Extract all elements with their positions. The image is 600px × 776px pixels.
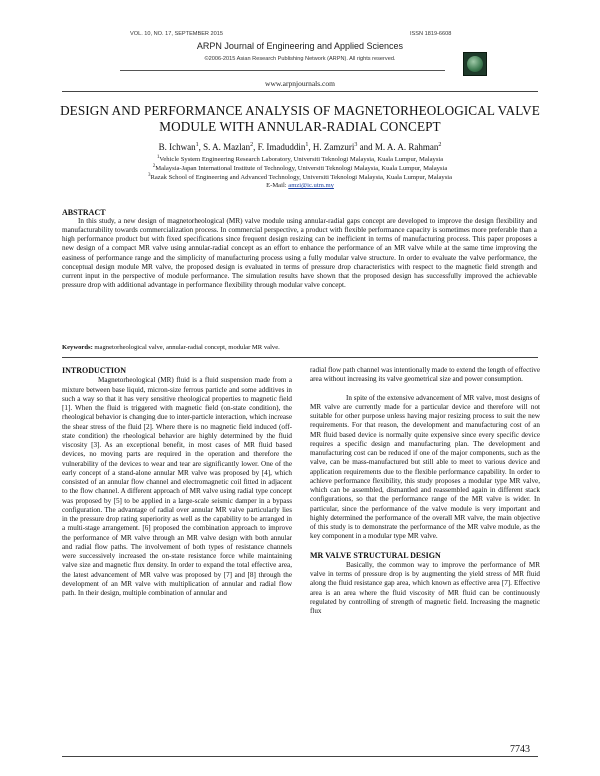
affiliation-1 (0, 155, 600, 163)
arpn-globe-logo-icon (463, 52, 487, 76)
author-affiliation-mark: 1 (195, 142, 199, 148)
author-affiliation-mark: 1 (305, 142, 309, 148)
email-link[interactable]: amzi@ic.utm.my (288, 182, 334, 189)
author-name: M. A. A. Rahman (374, 142, 439, 152)
author-name: B. Ichwan (158, 142, 196, 152)
email-label: E-Mail: (266, 182, 289, 189)
page-number: 7743 (510, 744, 530, 755)
affiliation-text: Vehicle System Engineering Research Laboratory, Universiti Teknologi Malaysia, Kuala Lumpur, Malaysia (159, 156, 444, 164)
affiliation-mark: 3 (147, 173, 151, 178)
author-separator: , (198, 142, 204, 152)
author-name: H. Zamzuri (312, 142, 355, 152)
keywords-text: magnetorheological valve, annular-radial concept, modular MR valve. (92, 344, 280, 351)
author-separator: , (253, 142, 258, 152)
email-line (0, 182, 600, 189)
left-column (62, 366, 292, 598)
url-rule (62, 91, 538, 92)
paragraph: Basically, the common way to improve the performance of MR valve in terms of pressure drop is by augmenting the yield stress of MR fluid along the fluid resistance gap area, which known as effective area [7]. Effective area is an area where the fluid viscosity of MR fluid can be continuously regulated by controlling of strength of magnetic field. Increasing the magnetic flux (310, 560, 540, 615)
author-separator: and (357, 142, 375, 152)
header-rule (120, 70, 445, 71)
introduction-heading: INTRODUCTION (62, 366, 127, 375)
author-affiliation-mark: 2 (438, 142, 442, 148)
keywords-label: Keywords: (62, 344, 93, 351)
journal-name: ARPN Journal of Engineering and Applied Sciences (196, 41, 404, 51)
abstract-heading: ABSTRACT (62, 208, 106, 217)
right-column (310, 366, 540, 616)
copyright-line: ©2006-2015 Asian Research Publishing Network (ARPN). All rights reserved. (204, 56, 396, 62)
author-name: F. Imaduddin (257, 142, 306, 152)
author-separator: , (308, 142, 313, 152)
paragraph-continuation: radial flow path channel was intentionally made to extend the length of effective area without increasing its valve geometrical size and power consumption. (310, 366, 540, 384)
affiliation-text: Malaysia-Japan International Institute of Technology, Universiti Teknologi Malaysia, Kuala Lumpur, Malaysia (155, 165, 448, 173)
footer-rule (62, 756, 538, 757)
structural-design-heading: MR VALVE STRUCTURAL DESIGN (310, 550, 441, 560)
keywords (62, 344, 537, 351)
affiliation-mark: 2 (152, 164, 156, 169)
section-rule (62, 357, 538, 358)
affiliation-2 (0, 164, 600, 172)
affiliation-text: Razak School of Engineering and Advanced Technology, Universiti Teknologi Malaysia, Kuala Lumpur, Malaysia (150, 174, 453, 182)
author-affiliation-mark: 2 (250, 142, 254, 148)
volume-info: VOL. 10, NO. 17, SEPTEMBER 2015 (130, 31, 223, 37)
abstract-text: In this study, a new design of magnetorheological (MR) valve module using annular-radial gaps concept are developed to improve the design flexibility and manufacturability towards commercialization process. In commercial perspective, a product with flexible performance capacity is sometimes more preferable than a high performance product but with fixed specifications since frequent design resizing can be inefficient in terms of manufacturing process. This paper proposes a new design of a compact MR valve using annular-radial concept as an effort to enhance the performance of an MR valve while at the same time improving the easiness of performance range and the simplicity of manufacturing process using a fully modular valve structure. In order to evaluate the valve performance, the conceptual design module MR valve, the proposed design is evaluated in terms of pressure drop characteristics with respect to the magnetic field strength and current input in the perspective of module performance. The simulation results have shown that the proposed design has successfully improved the achievable pressure drop with additional advantage in performance flexibility through modular valve concept. (62, 217, 537, 290)
paragraph: In spite of the extensive advancement of MR valve, most designs of MR valve are currently made for a particular device and therefore will not suitable for other purpose unless having major resizing process to suit the new requirements. For that reason, the development and manufacturing cost of an MR fluid based device is normally quite expensive since every specific device requires a specific design and manufacturing plan. The development and manufacturing cost can be reduced if one of the major components, such as the valve, can be mass-manufactured but still able to meet to various device and application requirements due to the flexible performance capability. In order to achieve performance flexibility, this study proposes a modular type MR valve, which can be assembled, dismantled and reassembled again in different stack configurations, so that the performance range of the MR valve is wider. In particular, since the performance of the valve module is very important and highly determined the performance of the overall MR valve, the main objective of this study is to demonstrate the performance of the MR valve module, as the key component in a modular type MR valve. (310, 393, 540, 541)
paragraph: Magnetorheological (MR) fluid is a fluid suspension made from a mixture between base liquid, micron-size ferrous particle and some additives in such a way so that it has very sensitive rheological properties to magnetic field [1]. When the fluid is triggered with magnetic field (on-state condition), the rheological behavior is changing due to inter-particle interaction, which increase the shear stress of the fluid [2]. Where there is no magnetic field induced (off-state condition) the rheological behavior are highly determined by the fluid viscosity [3]. As an exceptional benefit, in most cases of MR fluid based devices, no moving parts are required in the operation and therefore the vulnerability of the devices to wear and tear are significantly lower. One of the early concept of a stand-alone annular MR valve was proposed by [4], which consisted of an annular flow channel and electromagnetic coil fitted in adjacent to the flow channel. A different approach of MR valve using radial type concept was proposed by [5] to be applied in a large-scale seismic damper in a bypass configuration. The advantage of radial over annular MR valve particularly lies in the pressure drop rating superiority as well as the capability to be arranged in a multi-stage arrangement. [6] proposed the combination approach to improve the performance of MR valve through an MR valve design with both annular and radial flow paths. The involvement of both types of resistance channels were successively increased the on-state resistance force while maintaining valve size and magnetic flux density. In order to expand the total effective area, the latest advancement of MR valve was proposed by [7] and [8] through the development of an MR valve with multiplication of annular and radial flow path. In their design, multiple combination of annular and (62, 376, 292, 597)
affiliation-mark: 1 (156, 155, 160, 160)
paper-title: DESIGN AND PERFORMANCE ANALYSIS OF MAGNETORHEOLOGICAL VALVE MODULE WITH ANNULAR-RADIAL CONCEPT (60, 103, 540, 134)
journal-url[interactable]: www.arpnjournals.com (265, 79, 335, 88)
author-name: S. A. Mazlan (203, 142, 251, 152)
author-affiliation-mark: 3 (354, 142, 358, 148)
author-list (0, 142, 600, 152)
affiliation-3 (0, 173, 600, 181)
issn: ISSN 1819-6608 (410, 31, 452, 37)
